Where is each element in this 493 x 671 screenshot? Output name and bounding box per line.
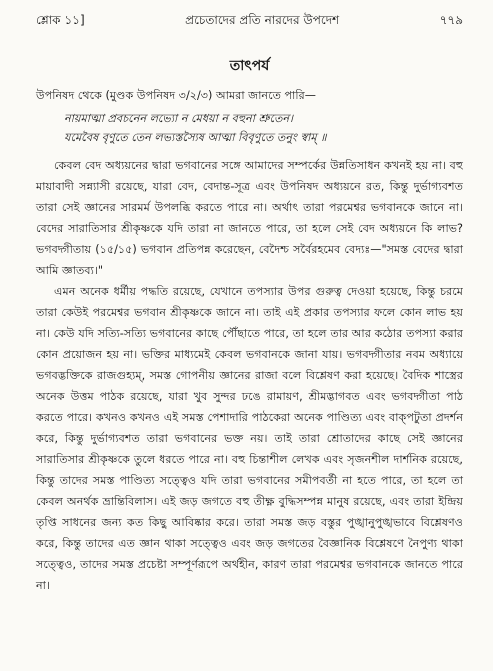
sanskrit-verse <box>64 109 463 147</box>
paragraph-1: কেবল বেদ অধ্যয়নের দ্বারা ভগবানের সঙ্গে আমাদের সম্পর্কের উন্নতিসাধন কখনই হয় না। বহু মায়াবাদী সন্ন্যাসী রয়েছে, যারা বেদ, বেদান্ত-সূত্র এবং উপনিষদ অধ্যয়নে রত, কিন্তু দুর্ভাগ্যবশত তারা সেই জ্ঞানের সারমর্ম উপলব্ধি করতে পারে না। অর্থাৎ তারা পরমেশ্বর ভগবানকে জানে না। বেদের সারাতিসার শ্রীকৃষ্ণকে যদি তারা না জানতে পারে, তা হলে সেই বেদ অধ্যয়নে কি লাভ? ভগবদ্গীতায় (১৫/১৫) ভগবান প্রতিপন্ন করেছেন, বেদৈশ্চ সর্বৈরহমেব বেদ্যঃ—"সমস্ত বেদের দ্বারা আমি জ্ঞাতব্য।" <box>36 159 463 277</box>
purport-heading: তাৎপর্য <box>229 58 270 74</box>
verse-line-2: যমেবৈষ বৃণুতে তেন লভ্যস্তস্যৈষ আত্মা বিবৃণুতে তনুং স্বাম্ ॥ <box>64 131 327 144</box>
running-header <box>36 12 463 32</box>
paragraph-2: এমন অনেক ধর্মীয় পদ্ধতি রয়েছে, যেখানে তপস্যার উপর গুরুত্ব দেওয়া হয়েছে, কিন্তু চরমে তারা কেউই পরমেশ্বর ভগবান শ্রীকৃষ্ণকে জানে না। তাই এই প্রকার তপস্যার ফলে কোন লাভ হয় না। কেউ যদি সত্যি-সত্যি ভগবানের কাছে পৌঁছাতে পারে, তা হলে তার আর কঠোর তপস্যা করার কোন প্রয়োজন হয় না। ভক্তির মাধ্যমেই কেবল ভগবানকে জানা যায়। ভগবদ্গীতার নবম অধ্যায়ে ভগবদ্ভক্তিকে রাজগুহ্যম্, সমস্ত গোপনীয় জ্ঞানের রাজা বলে বিশ্লেষণ করা হয়েছে। বৈদিক শাস্ত্রের অনেক উত্তম পাঠক রয়েছে, যারা খুব সুন্দর ঢঙে রামায়ণ, শ্রীমদ্ভাগবত এবং ভগবদ্গীতা পাঠ করতে পারে। কখনও কখনও এই সমস্ত পেশাদারি পাঠকেরা অনেক পাণ্ডিত্য এবং বাক্পটুতা প্রদর্শন করে, কিন্তু দুর্ভাগ্যবশত তারা ভগবানের ভক্ত নয়। তাই তারা শ্রোতাদের কাছে সেই জ্ঞানের সারাতিসার শ্রীকৃষ্ণকে তুলে ধরতে পারে না। বহু চিন্তাশীল লেখক এবং সৃজনশীল দার্শনিক রয়েছে, কিন্তু তাদের সমস্ত পাণ্ডিত্য সত্ত্বেও যদি তারা ভগবানের সমীপবর্তী না হতে পারে, তা হলে তা কেবল অনর্থক ভ্রান্তিবিলাস। এই জড় জগতে বহু তীক্ষ্ণ বুদ্ধিসম্পন্ন মানুষ রয়েছে, এবং তারা ইন্দ্রিয় তৃপ্তি সাধনের জন্য কত কিছু আবিষ্কার করে। তারা সমস্ত জড় বস্তুর পুঙ্খানুপুঙ্খভাবে বিশ্লেষণও করে, কিন্তু তাদের এত জ্ঞান থাকা সত্ত্বেও এবং জড় জগতের বৈজ্ঞানিক বিশ্লেষণে নৈপুণ্য থাকা সত্ত্বেও, তাদের সমস্ত প্রচেষ্টা সম্পূর্ণরূপে অর্থহীন, কারণ তারা পরমেশ্বর ভগবানকে জানতে পারে না। <box>36 285 463 592</box>
verse-line-1: নায়মাত্মা প্রবচনেন লভ্যো ন মেধয়া ন বহুনা শ্রুতেন। <box>64 112 294 125</box>
page-number: ৭৭৯ <box>439 13 463 27</box>
header-verse-number: শ্লোক ১১] <box>36 13 85 27</box>
intro-line: উপনিষদ থেকে (মুণ্ডক উপনিষদ ৩/২/৩) আমরা জানতে পারি— <box>36 89 316 102</box>
header-chapter-title: প্রচেতাদের প্রতি নারদের উপদেশ <box>185 13 340 27</box>
